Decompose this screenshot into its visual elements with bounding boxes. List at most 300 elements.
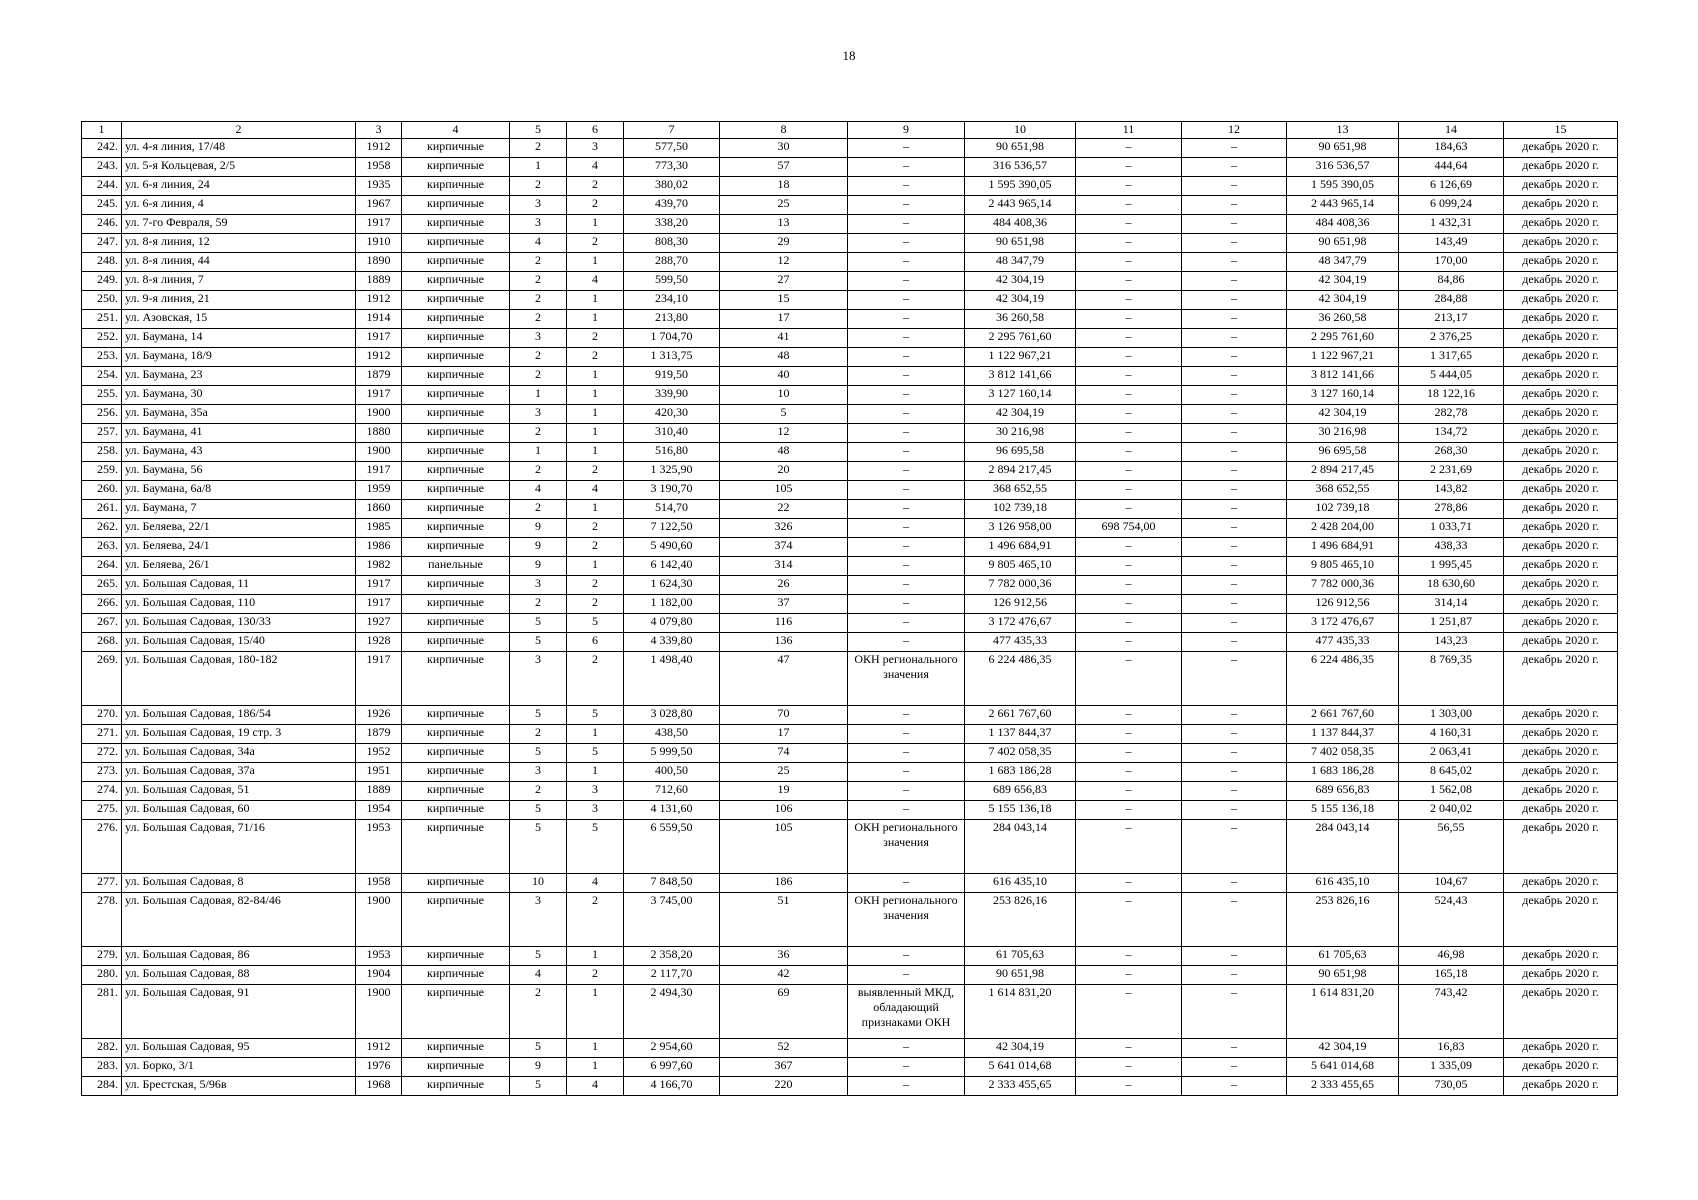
cell-col-13: 126 912,56 (1287, 595, 1399, 614)
cell-col-14: 1 317,65 (1399, 348, 1504, 367)
cell-col-11: – (1076, 744, 1182, 763)
cell-col-10: 96 695,58 (965, 443, 1076, 462)
cell-col-5: 10 (510, 874, 567, 893)
cell-col-12: – (1182, 595, 1287, 614)
cell-col-9: – (848, 177, 965, 196)
cell-col-9: – (848, 329, 965, 348)
cell-col-2: ул. 6-я линия, 4 (122, 196, 356, 215)
cell-col-7: 1 704,70 (624, 329, 720, 348)
cell-col-9: – (848, 386, 965, 405)
cell-col-14: 6 099,24 (1399, 196, 1504, 215)
cell-col-1: 267. (82, 614, 122, 633)
cell-col-3: 1917 (356, 462, 402, 481)
cell-col-4: кирпичные (402, 801, 510, 820)
cell-col-3: 1912 (356, 348, 402, 367)
cell-col-3: 1917 (356, 386, 402, 405)
cell-col-11: – (1076, 966, 1182, 985)
cell-col-4: кирпичные (402, 424, 510, 443)
cell-col-14: 2 376,25 (1399, 329, 1504, 348)
cell-col-5: 3 (510, 196, 567, 215)
cell-col-3: 1917 (356, 576, 402, 595)
cell-col-13: 90 651,98 (1287, 139, 1399, 158)
cell-col-13: 2 894 217,45 (1287, 462, 1399, 481)
cell-col-11: – (1076, 576, 1182, 595)
cell-col-6: 1 (567, 310, 624, 329)
table-row (82, 744, 1618, 763)
cell-col-12: – (1182, 801, 1287, 820)
cell-col-5: 9 (510, 557, 567, 576)
cell-col-2: ул. 5-я Кольцевая, 2/5 (122, 158, 356, 177)
cell-col-5: 2 (510, 367, 567, 386)
cell-col-2: ул. Большая Садовая, 71/16 (122, 820, 356, 874)
cell-col-6: 1 (567, 367, 624, 386)
cell-col-8: 5 (720, 405, 848, 424)
cell-col-14: 1 251,87 (1399, 614, 1504, 633)
cell-col-4: кирпичные (402, 706, 510, 725)
cell-col-12: – (1182, 519, 1287, 538)
cell-col-5: 4 (510, 234, 567, 253)
cell-col-13: 1 614 831,20 (1287, 985, 1399, 1039)
table-row (82, 348, 1618, 367)
column-header-4: 4 (402, 122, 510, 139)
cell-col-6: 2 (567, 576, 624, 595)
cell-col-5: 9 (510, 1058, 567, 1077)
cell-col-4: кирпичные (402, 820, 510, 874)
cell-col-4: кирпичные (402, 725, 510, 744)
cell-col-11: – (1076, 725, 1182, 744)
cell-col-9: – (848, 706, 965, 725)
cell-col-4: кирпичные (402, 1058, 510, 1077)
cell-col-11: – (1076, 234, 1182, 253)
table-row (82, 763, 1618, 782)
cell-col-2: ул. Брестская, 5/96в (122, 1077, 356, 1096)
cell-col-4: кирпичные (402, 874, 510, 893)
table-header (82, 122, 1618, 139)
cell-col-9: – (848, 725, 965, 744)
cell-col-8: 22 (720, 500, 848, 519)
table-row (82, 215, 1618, 234)
cell-col-14: 143,23 (1399, 633, 1504, 652)
cell-col-1: 244. (82, 177, 122, 196)
cell-col-12: – (1182, 500, 1287, 519)
cell-col-7: 516,80 (624, 443, 720, 462)
cell-col-8: 20 (720, 462, 848, 481)
cell-col-10: 61 705,63 (965, 947, 1076, 966)
cell-col-6: 4 (567, 874, 624, 893)
cell-col-15: декабрь 2020 г. (1504, 595, 1618, 614)
table-row (82, 893, 1618, 947)
cell-col-3: 1928 (356, 633, 402, 652)
cell-col-8: 15 (720, 291, 848, 310)
cell-col-7: 919,50 (624, 367, 720, 386)
cell-col-3: 1985 (356, 519, 402, 538)
cell-col-4: кирпичные (402, 966, 510, 985)
cell-col-14: 444,64 (1399, 158, 1504, 177)
cell-col-15: декабрь 2020 г. (1504, 633, 1618, 652)
cell-col-6: 1 (567, 215, 624, 234)
cell-col-10: 253 826,16 (965, 893, 1076, 947)
cell-col-15: декабрь 2020 г. (1504, 519, 1618, 538)
column-header-8: 8 (720, 122, 848, 139)
cell-col-2: ул. Баумана, 41 (122, 424, 356, 443)
cell-col-1: 278. (82, 893, 122, 947)
cell-col-11: – (1076, 893, 1182, 947)
cell-col-10: 1 595 390,05 (965, 177, 1076, 196)
cell-col-13: 48 347,79 (1287, 253, 1399, 272)
cell-col-8: 19 (720, 782, 848, 801)
cell-col-12: – (1182, 706, 1287, 725)
cell-col-5: 2 (510, 595, 567, 614)
cell-col-1: 261. (82, 500, 122, 519)
cell-col-8: 41 (720, 329, 848, 348)
cell-col-13: 42 304,19 (1287, 1039, 1399, 1058)
cell-col-5: 3 (510, 652, 567, 706)
cell-col-6: 4 (567, 272, 624, 291)
cell-col-15: декабрь 2020 г. (1504, 500, 1618, 519)
cell-col-3: 1904 (356, 966, 402, 985)
cell-col-6: 5 (567, 744, 624, 763)
cell-col-8: 25 (720, 763, 848, 782)
cell-col-13: 253 826,16 (1287, 893, 1399, 947)
table-row (82, 557, 1618, 576)
cell-col-12: – (1182, 196, 1287, 215)
cell-col-11: – (1076, 196, 1182, 215)
cell-col-11: – (1076, 874, 1182, 893)
table-row (82, 725, 1618, 744)
cell-col-15: декабрь 2020 г. (1504, 139, 1618, 158)
column-header-12: 12 (1182, 122, 1287, 139)
cell-col-2: ул. Беляева, 26/1 (122, 557, 356, 576)
cell-col-13: 42 304,19 (1287, 291, 1399, 310)
cell-col-10: 3 127 160,14 (965, 386, 1076, 405)
cell-col-1: 280. (82, 966, 122, 985)
cell-col-2: ул. Борко, 3/1 (122, 1058, 356, 1077)
cell-col-13: 1 683 186,28 (1287, 763, 1399, 782)
cell-col-11: – (1076, 782, 1182, 801)
cell-col-8: 105 (720, 481, 848, 500)
cell-col-2: ул. Большая Садовая, 186/54 (122, 706, 356, 725)
cell-col-8: 10 (720, 386, 848, 405)
cell-col-10: 284 043,14 (965, 820, 1076, 874)
cell-col-14: 8 645,02 (1399, 763, 1504, 782)
table-row (82, 614, 1618, 633)
cell-col-14: 165,18 (1399, 966, 1504, 985)
cell-col-14: 143,49 (1399, 234, 1504, 253)
cell-col-5: 2 (510, 424, 567, 443)
cell-col-3: 1900 (356, 443, 402, 462)
cell-col-2: ул. Большая Садовая, 110 (122, 595, 356, 614)
cell-col-1: 256. (82, 405, 122, 424)
cell-col-14: 104,67 (1399, 874, 1504, 893)
cell-col-7: 577,50 (624, 139, 720, 158)
cell-col-11: – (1076, 557, 1182, 576)
cell-col-10: 42 304,19 (965, 1039, 1076, 1058)
cell-col-3: 1926 (356, 706, 402, 725)
cell-col-15: декабрь 2020 г. (1504, 744, 1618, 763)
cell-col-6: 2 (567, 893, 624, 947)
cell-col-3: 1917 (356, 329, 402, 348)
cell-col-2: ул. Беляева, 22/1 (122, 519, 356, 538)
cell-col-9: – (848, 196, 965, 215)
cell-col-15: декабрь 2020 г. (1504, 966, 1618, 985)
cell-col-13: 3 812 141,66 (1287, 367, 1399, 386)
cell-col-11: – (1076, 462, 1182, 481)
table-row (82, 139, 1618, 158)
cell-col-4: кирпичные (402, 196, 510, 215)
cell-col-15: декабрь 2020 г. (1504, 196, 1618, 215)
cell-col-15: декабрь 2020 г. (1504, 576, 1618, 595)
cell-col-10: 36 260,58 (965, 310, 1076, 329)
cell-col-6: 1 (567, 424, 624, 443)
cell-col-10: 2 333 455,65 (965, 1077, 1076, 1096)
cell-col-7: 2 358,20 (624, 947, 720, 966)
cell-col-4: кирпичные (402, 782, 510, 801)
cell-col-1: 246. (82, 215, 122, 234)
cell-col-11: – (1076, 481, 1182, 500)
cell-col-7: 1 325,90 (624, 462, 720, 481)
cell-col-15: декабрь 2020 г. (1504, 386, 1618, 405)
cell-col-9: – (848, 966, 965, 985)
cell-col-13: 3 127 160,14 (1287, 386, 1399, 405)
cell-col-15: декабрь 2020 г. (1504, 725, 1618, 744)
cell-col-10: 102 739,18 (965, 500, 1076, 519)
cell-col-1: 270. (82, 706, 122, 725)
cell-col-4: кирпичные (402, 405, 510, 424)
cell-col-15: декабрь 2020 г. (1504, 272, 1618, 291)
cell-col-4: кирпичные (402, 158, 510, 177)
table-row (82, 310, 1618, 329)
cell-col-14: 8 769,35 (1399, 652, 1504, 706)
cell-col-11: – (1076, 595, 1182, 614)
cell-col-10: 42 304,19 (965, 405, 1076, 424)
cell-col-12: – (1182, 158, 1287, 177)
cell-col-9: – (848, 576, 965, 595)
cell-col-8: 18 (720, 177, 848, 196)
cell-col-2: ул. Большая Садовая, 130/33 (122, 614, 356, 633)
cell-col-9: – (848, 801, 965, 820)
cell-col-4: кирпичные (402, 348, 510, 367)
cell-col-14: 170,00 (1399, 253, 1504, 272)
cell-col-7: 773,30 (624, 158, 720, 177)
cell-col-8: 51 (720, 893, 848, 947)
cell-col-14: 4 160,31 (1399, 725, 1504, 744)
cell-col-6: 1 (567, 985, 624, 1039)
cell-col-10: 9 805 465,10 (965, 557, 1076, 576)
cell-col-12: – (1182, 1077, 1287, 1096)
cell-col-8: 57 (720, 158, 848, 177)
cell-col-11: – (1076, 947, 1182, 966)
column-header-5: 5 (510, 122, 567, 139)
cell-col-10: 3 172 476,67 (965, 614, 1076, 633)
cell-col-10: 3 126 958,00 (965, 519, 1076, 538)
cell-col-15: декабрь 2020 г. (1504, 614, 1618, 633)
cell-col-5: 4 (510, 481, 567, 500)
cell-col-2: ул. Баумана, 35а (122, 405, 356, 424)
cell-col-9: – (848, 595, 965, 614)
cell-col-8: 52 (720, 1039, 848, 1058)
cell-col-5: 2 (510, 139, 567, 158)
cell-col-7: 514,70 (624, 500, 720, 519)
cell-col-15: декабрь 2020 г. (1504, 367, 1618, 386)
column-header-14: 14 (1399, 122, 1504, 139)
cell-col-6: 1 (567, 405, 624, 424)
cell-col-11: – (1076, 386, 1182, 405)
cell-col-6: 2 (567, 652, 624, 706)
cell-col-13: 368 652,55 (1287, 481, 1399, 500)
cell-col-10: 2 295 761,60 (965, 329, 1076, 348)
cell-col-12: – (1182, 329, 1287, 348)
cell-col-12: – (1182, 633, 1287, 652)
cell-col-3: 1889 (356, 272, 402, 291)
table-row (82, 985, 1618, 1039)
table-row (82, 272, 1618, 291)
cell-col-2: ул. 7-го Февраля, 59 (122, 215, 356, 234)
cell-col-10: 2 443 965,14 (965, 196, 1076, 215)
cell-col-8: 186 (720, 874, 848, 893)
cell-col-4: кирпичные (402, 386, 510, 405)
cell-col-2: ул. Большая Садовая, 60 (122, 801, 356, 820)
cell-col-8: 17 (720, 725, 848, 744)
cell-col-2: ул. Большая Садовая, 51 (122, 782, 356, 801)
cell-col-3: 1917 (356, 595, 402, 614)
cell-col-15: декабрь 2020 г. (1504, 234, 1618, 253)
column-header-15: 15 (1504, 122, 1618, 139)
cell-col-1: 250. (82, 291, 122, 310)
table-row (82, 1058, 1618, 1077)
cell-col-5: 2 (510, 272, 567, 291)
cell-col-10: 6 224 486,35 (965, 652, 1076, 706)
cell-col-13: 3 172 476,67 (1287, 614, 1399, 633)
cell-col-13: 616 435,10 (1287, 874, 1399, 893)
cell-col-7: 5 999,50 (624, 744, 720, 763)
cell-col-6: 4 (567, 158, 624, 177)
cell-col-8: 106 (720, 801, 848, 820)
cell-col-9: – (848, 139, 965, 158)
cell-col-7: 1 498,40 (624, 652, 720, 706)
cell-col-9: ОКН регионального значения (848, 652, 965, 706)
cell-col-13: 316 536,57 (1287, 158, 1399, 177)
cell-col-8: 116 (720, 614, 848, 633)
cell-col-12: – (1182, 234, 1287, 253)
cell-col-13: 61 705,63 (1287, 947, 1399, 966)
cell-col-4: кирпичные (402, 177, 510, 196)
cell-col-15: декабрь 2020 г. (1504, 652, 1618, 706)
cell-col-7: 400,50 (624, 763, 720, 782)
cell-col-3: 1982 (356, 557, 402, 576)
cell-col-11: – (1076, 614, 1182, 633)
cell-col-12: – (1182, 557, 1287, 576)
cell-col-12: – (1182, 272, 1287, 291)
cell-col-11: – (1076, 405, 1182, 424)
cell-col-6: 5 (567, 706, 624, 725)
cell-col-6: 2 (567, 348, 624, 367)
cell-col-8: 47 (720, 652, 848, 706)
cell-col-2: ул. Большая Садовая, 15/40 (122, 633, 356, 652)
cell-col-11: – (1076, 538, 1182, 557)
cell-col-13: 9 805 465,10 (1287, 557, 1399, 576)
cell-col-6: 1 (567, 443, 624, 462)
cell-col-10: 1 137 844,37 (965, 725, 1076, 744)
cell-col-12: – (1182, 443, 1287, 462)
cell-col-2: ул. Большая Садовая, 11 (122, 576, 356, 595)
cell-col-11: – (1076, 820, 1182, 874)
cell-col-2: ул. 9-я линия, 21 (122, 291, 356, 310)
cell-col-13: 1 496 684,91 (1287, 538, 1399, 557)
table-row (82, 820, 1618, 874)
cell-col-1: 264. (82, 557, 122, 576)
cell-col-6: 2 (567, 595, 624, 614)
cell-col-5: 5 (510, 706, 567, 725)
cell-col-8: 36 (720, 947, 848, 966)
cell-col-8: 48 (720, 348, 848, 367)
cell-col-2: ул. Большая Садовая, 91 (122, 985, 356, 1039)
cell-col-10: 126 912,56 (965, 595, 1076, 614)
cell-col-5: 5 (510, 744, 567, 763)
cell-col-1: 275. (82, 801, 122, 820)
cell-col-15: декабрь 2020 г. (1504, 1058, 1618, 1077)
cell-col-14: 184,63 (1399, 139, 1504, 158)
cell-col-8: 17 (720, 310, 848, 329)
cell-col-8: 40 (720, 367, 848, 386)
cell-col-1: 266. (82, 595, 122, 614)
cell-col-7: 3 745,00 (624, 893, 720, 947)
cell-col-10: 368 652,55 (965, 481, 1076, 500)
cell-col-4: кирпичные (402, 253, 510, 272)
cell-col-14: 268,30 (1399, 443, 1504, 462)
cell-col-7: 7 848,50 (624, 874, 720, 893)
cell-col-8: 12 (720, 253, 848, 272)
cell-col-13: 2 428 204,00 (1287, 519, 1399, 538)
cell-col-2: ул. 8-я линия, 12 (122, 234, 356, 253)
cell-col-11: – (1076, 500, 1182, 519)
cell-col-7: 712,60 (624, 782, 720, 801)
table-row (82, 177, 1618, 196)
cell-col-7: 7 122,50 (624, 519, 720, 538)
cell-col-12: – (1182, 215, 1287, 234)
cell-col-9: – (848, 158, 965, 177)
cell-col-3: 1935 (356, 177, 402, 196)
cell-col-10: 2 894 217,45 (965, 462, 1076, 481)
cell-col-8: 74 (720, 744, 848, 763)
cell-col-15: декабрь 2020 г. (1504, 1077, 1618, 1096)
cell-col-9: – (848, 1077, 965, 1096)
cell-col-6: 1 (567, 1039, 624, 1058)
cell-col-3: 1914 (356, 310, 402, 329)
cell-col-9: – (848, 272, 965, 291)
cell-col-10: 30 216,98 (965, 424, 1076, 443)
cell-col-3: 1917 (356, 652, 402, 706)
cell-col-15: декабрь 2020 г. (1504, 462, 1618, 481)
table-row (82, 519, 1618, 538)
cell-col-10: 689 656,83 (965, 782, 1076, 801)
cell-col-15: декабрь 2020 г. (1504, 538, 1618, 557)
cell-col-15: декабрь 2020 г. (1504, 405, 1618, 424)
cell-col-12: – (1182, 576, 1287, 595)
cell-col-8: 326 (720, 519, 848, 538)
cell-col-3: 1952 (356, 744, 402, 763)
cell-col-7: 6 142,40 (624, 557, 720, 576)
cell-col-7: 5 490,60 (624, 538, 720, 557)
cell-col-13: 96 695,58 (1287, 443, 1399, 462)
cell-col-14: 278,86 (1399, 500, 1504, 519)
cell-col-14: 1 033,71 (1399, 519, 1504, 538)
cell-col-12: – (1182, 966, 1287, 985)
cell-col-3: 1927 (356, 614, 402, 633)
cell-col-9: – (848, 310, 965, 329)
cell-col-14: 1 432,31 (1399, 215, 1504, 234)
cell-col-10: 616 435,10 (965, 874, 1076, 893)
cell-col-3: 1953 (356, 820, 402, 874)
